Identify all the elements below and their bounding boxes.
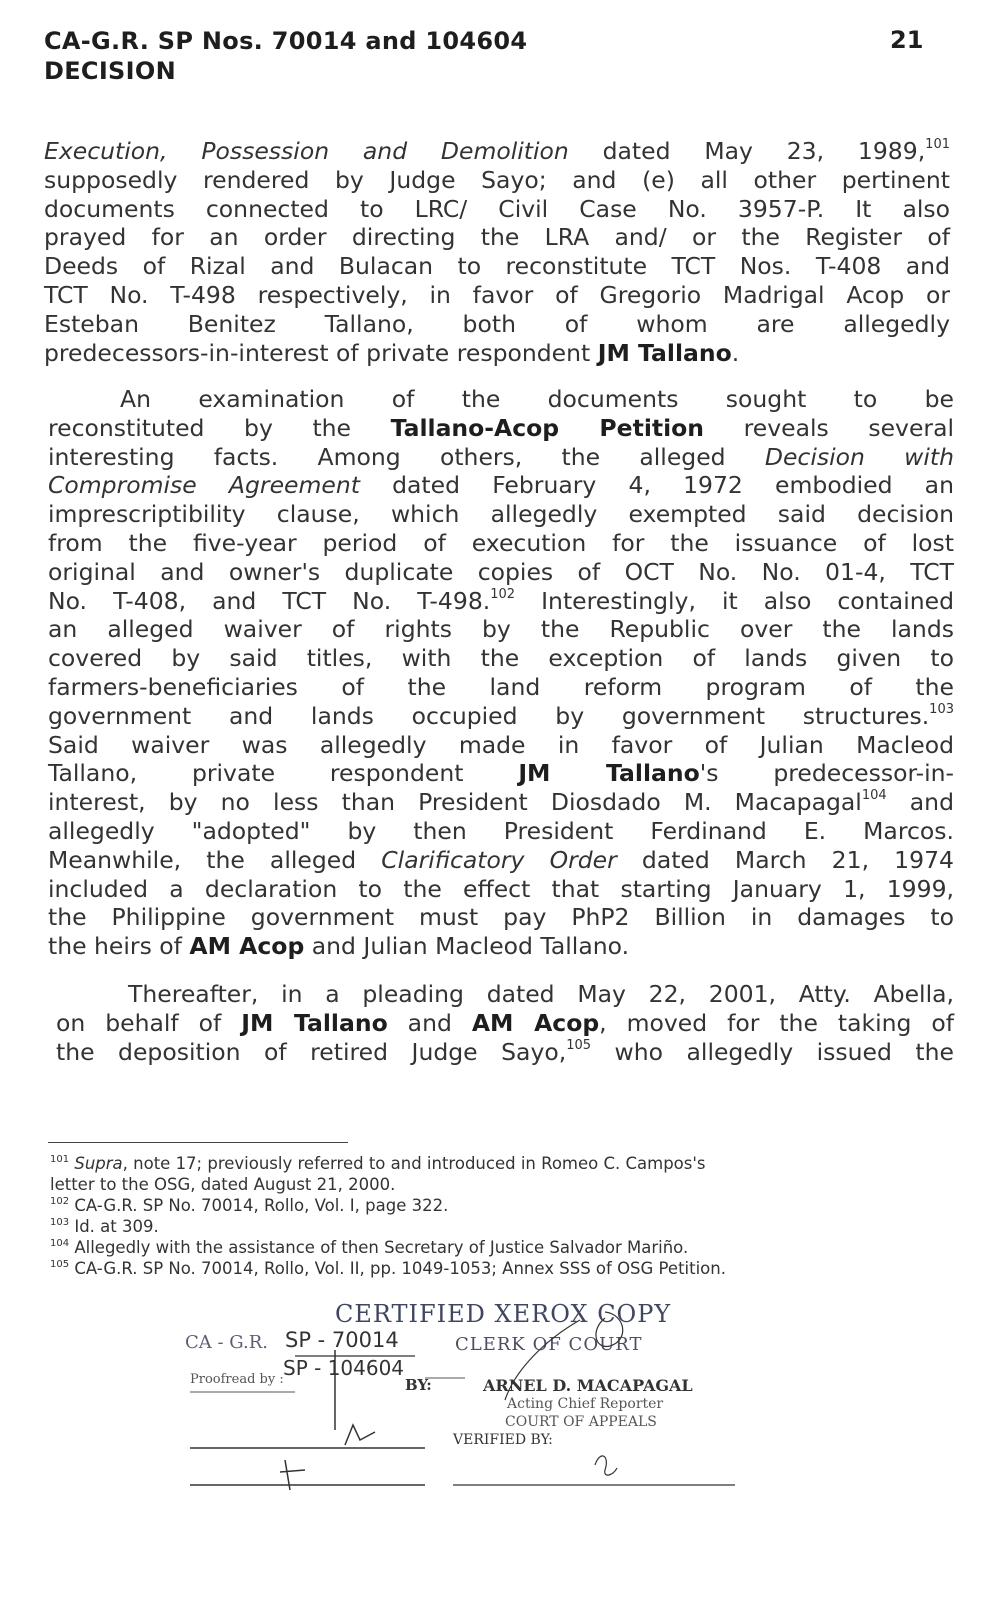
footnote-102: $^{102}$ CA-G.R. SP No. 70014, Rollo, Vol. I, page 322. (50, 1196, 449, 1215)
stamp-by: BY: (405, 1376, 432, 1394)
footnote-ref-105[interactable]: 105 (566, 1037, 592, 1053)
footnote-104: $^{104}$ Allegedly with the assistance of then Secretary of Justice Salvador Mariño. (50, 1238, 689, 1257)
text-line: Tallano, private respondent JM Tallano's predecessor-in- (48, 759, 954, 788)
text-line: An examination of the documents sought to be (120, 385, 954, 413)
text-line: Meanwhile, the alleged Clarificatory Order dated March 21, 1974 (48, 845, 954, 874)
case-number: CA-G.R. SP Nos. 70014 and 104604 (44, 27, 528, 55)
handwritten-case-2: SP - 104604 (283, 1356, 405, 1380)
paragraph-2 (48, 385, 954, 961)
footnote-ref-103[interactable]: 103 (929, 701, 954, 717)
text-line: the deposition of retired Judge Sayo,$^{105}$ who allegedly issued the (56, 1037, 954, 1066)
text-line: No. T-408, and TCT No. T-498.$^{102}$ Interestingly, it also contained (48, 586, 954, 615)
text-line: reconstituted by the Tallano-Acop Petition reveals several (48, 413, 954, 442)
text-line: government and lands occupied by government structures.$^{103}$ (48, 701, 954, 730)
text-line: farmers-beneficiaries of the land reform program of the (48, 672, 954, 701)
text-line: original and owner's duplicate copies of OCT No. No. 01-4, TCT (48, 557, 954, 586)
text-line: documents connected to LRC/ Civil Case No. 3957-P. It also (44, 194, 950, 223)
footnote-divider (48, 1142, 348, 1143)
text-line: the heirs of AM Acop and Julian Macleod Tallano. (48, 932, 630, 961)
footnotes (50, 1153, 950, 1279)
stamp-verified: VERIFIED BY: (453, 1432, 553, 1448)
text-line: allegedly "adopted" by then President Ferdinand E. Marcos. (48, 816, 954, 845)
case-header (44, 26, 527, 86)
document-type: DECISION (44, 57, 176, 85)
footnote-101-cont: letter to the OSG, dated August 21, 2000. (50, 1175, 396, 1194)
text-line: Thereafter, in a pleading dated May 22, 2001, Atty. Abella, (128, 980, 954, 1008)
text-line: interesting facts. Among others, the alleged Decision with (48, 442, 955, 471)
stamp-proofread: Proofread by : (190, 1372, 284, 1387)
text-line: the Philippine government must pay PhP2 Billion in damages to (48, 903, 954, 932)
certified-copy-stamp (185, 1300, 745, 1500)
footnote-105: $^{105}$ CA-G.R. SP No. 70014, Rollo, Vol. II, pp. 1049-1053; Annex SSS of OSG Petition. (50, 1259, 726, 1278)
text-line: TCT No. T-498 respectively, in favor of Gregorio Madrigal Acop or (44, 280, 950, 309)
text-line: an alleged waiver of rights by the Republic over the lands (48, 615, 954, 644)
text-line: covered by said titles, with the exception of lands given to (48, 644, 954, 673)
footnote-ref-101[interactable]: 101 (925, 137, 950, 152)
paragraph-3 (56, 980, 954, 1066)
text-line: included a declaration to the effect that starting January 1, 1999, (48, 874, 954, 903)
stamp-officer-name: ARNEL D. MACAPAGAL (483, 1376, 693, 1395)
text-line: interest, by no less than President Diosdado M. Macapagal$^{104}$ and (48, 788, 954, 817)
stamp-case-label: CA - G.R. (185, 1332, 269, 1353)
footnote-103: $^{103}$ Id. at 309. (50, 1217, 159, 1236)
text-line: supposedly rendered by Judge Sayo; and (e) all other pertinent (44, 165, 950, 194)
stamp-court: COURT OF APPEALS (505, 1414, 657, 1430)
stamp-lines-and-signatures (185, 1300, 745, 1500)
stamp-officer-title: Acting Chief Reporter (507, 1396, 664, 1412)
text-line: Deeds of Rizal and Bulacan to reconstitute TCT Nos. T-408 and (44, 252, 950, 281)
text-line: Execution, Possession and Demolition dated May 23, 1989,$^{101}$ (44, 137, 950, 165)
footnote-101: $^{101}$ Supra, note 17; previously referred to and introduced in Romeo C. Campos's (50, 1154, 706, 1173)
footnote-ref-102[interactable]: 102 (490, 586, 516, 602)
stamp-clerk: CLERK OF COURT (455, 1334, 643, 1355)
text-line: predecessors-in-interest of private respondent JM Tallano. (44, 338, 740, 367)
text-line: Compromise Agreement dated February 4, 1972 embodied an (48, 471, 954, 500)
text-line: imprescriptibility clause, which allegedly exempted said decision (48, 500, 954, 529)
handwritten-case-1: SP - 70014 (285, 1328, 399, 1352)
stamp-title: CERTIFIED XEROX COPY (335, 1300, 672, 1328)
text-line: Said waiver was allegedly made in favor of Julian Macleod (48, 730, 954, 759)
footnote-ref-104[interactable]: 104 (861, 788, 887, 804)
paragraph-1 (44, 137, 950, 367)
text-line: prayed for an order directing the LRA and/ or the Register of (44, 223, 950, 252)
page-number: 21 (890, 26, 924, 54)
text-line: Esteban Benitez Tallano, both of whom are allegedly (44, 309, 950, 338)
text-line: from the five-year period of execution for the issuance of lost (48, 528, 954, 557)
text-line: on behalf of JM Tallano and AM Acop, moved for the taking of (56, 1008, 955, 1037)
